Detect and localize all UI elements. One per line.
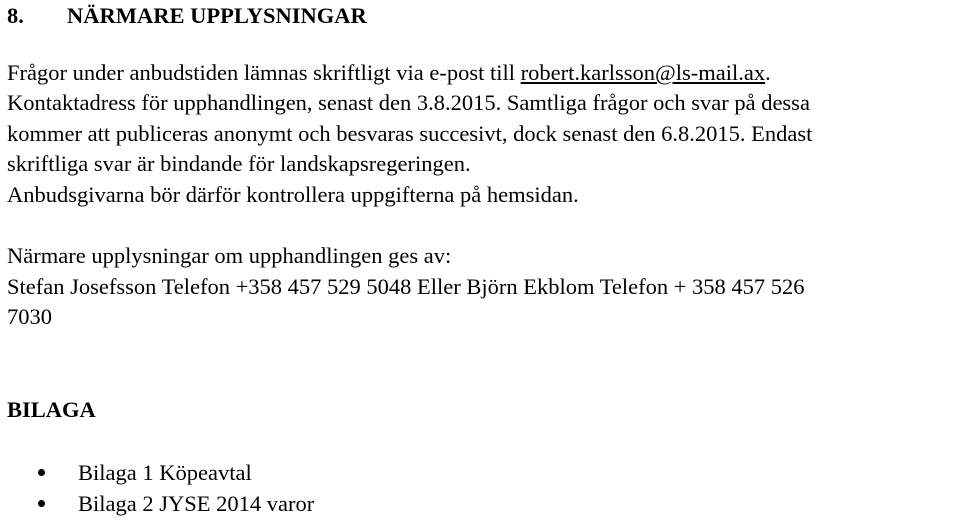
- questions-line-2: Kontaktadress för upphandlingen, senast den 3.8.2015. Samtliga frågor och svar på dessa: [7, 90, 810, 115]
- section-title: NÄRMARE UPPLYSNINGAR: [67, 3, 367, 28]
- questions-line-1-prefix: Frågor under anbudstiden lämnas skriftligt via e-post till: [7, 60, 521, 85]
- contacts-line-2: 7030: [7, 304, 52, 329]
- contacts-line-1: Stefan Josefsson Telefon +358 457 529 5048 Eller Björn Ekblom Telefon + 358 457 526: [7, 274, 805, 299]
- attachments-heading: BILAGA: [7, 397, 96, 422]
- list-item: [38, 457, 252, 489]
- contacts-intro: Närmare upplysningar om upphandlingen ges av:: [7, 243, 452, 268]
- questions-line-1: [7, 57, 771, 89]
- list-item: [38, 488, 314, 520]
- attachment-item-label: Bilaga 1 Köpeavtal: [78, 460, 252, 485]
- email-link[interactable]: robert.karlsson@ls-mail.ax: [520, 60, 766, 85]
- bullet-icon: [38, 500, 45, 507]
- bullet-icon: [38, 469, 45, 476]
- questions-line-5: Anbudsgivarna bör därför kontrollera uppgifterna på hemsidan.: [7, 182, 579, 207]
- questions-line-3: kommer att publiceras anonymt och besvaras succesivt, dock senast den 6.8.2015. Endast: [7, 121, 813, 146]
- attachment-item-label: Bilaga 2 JYSE 2014 varor: [78, 491, 315, 516]
- section-heading: [7, 0, 367, 32]
- section-number: 8.: [7, 3, 24, 28]
- questions-line-4: skriftliga svar är bindande för landskapsregeringen.: [7, 151, 471, 176]
- questions-line-1-suffix: .: [765, 60, 771, 85]
